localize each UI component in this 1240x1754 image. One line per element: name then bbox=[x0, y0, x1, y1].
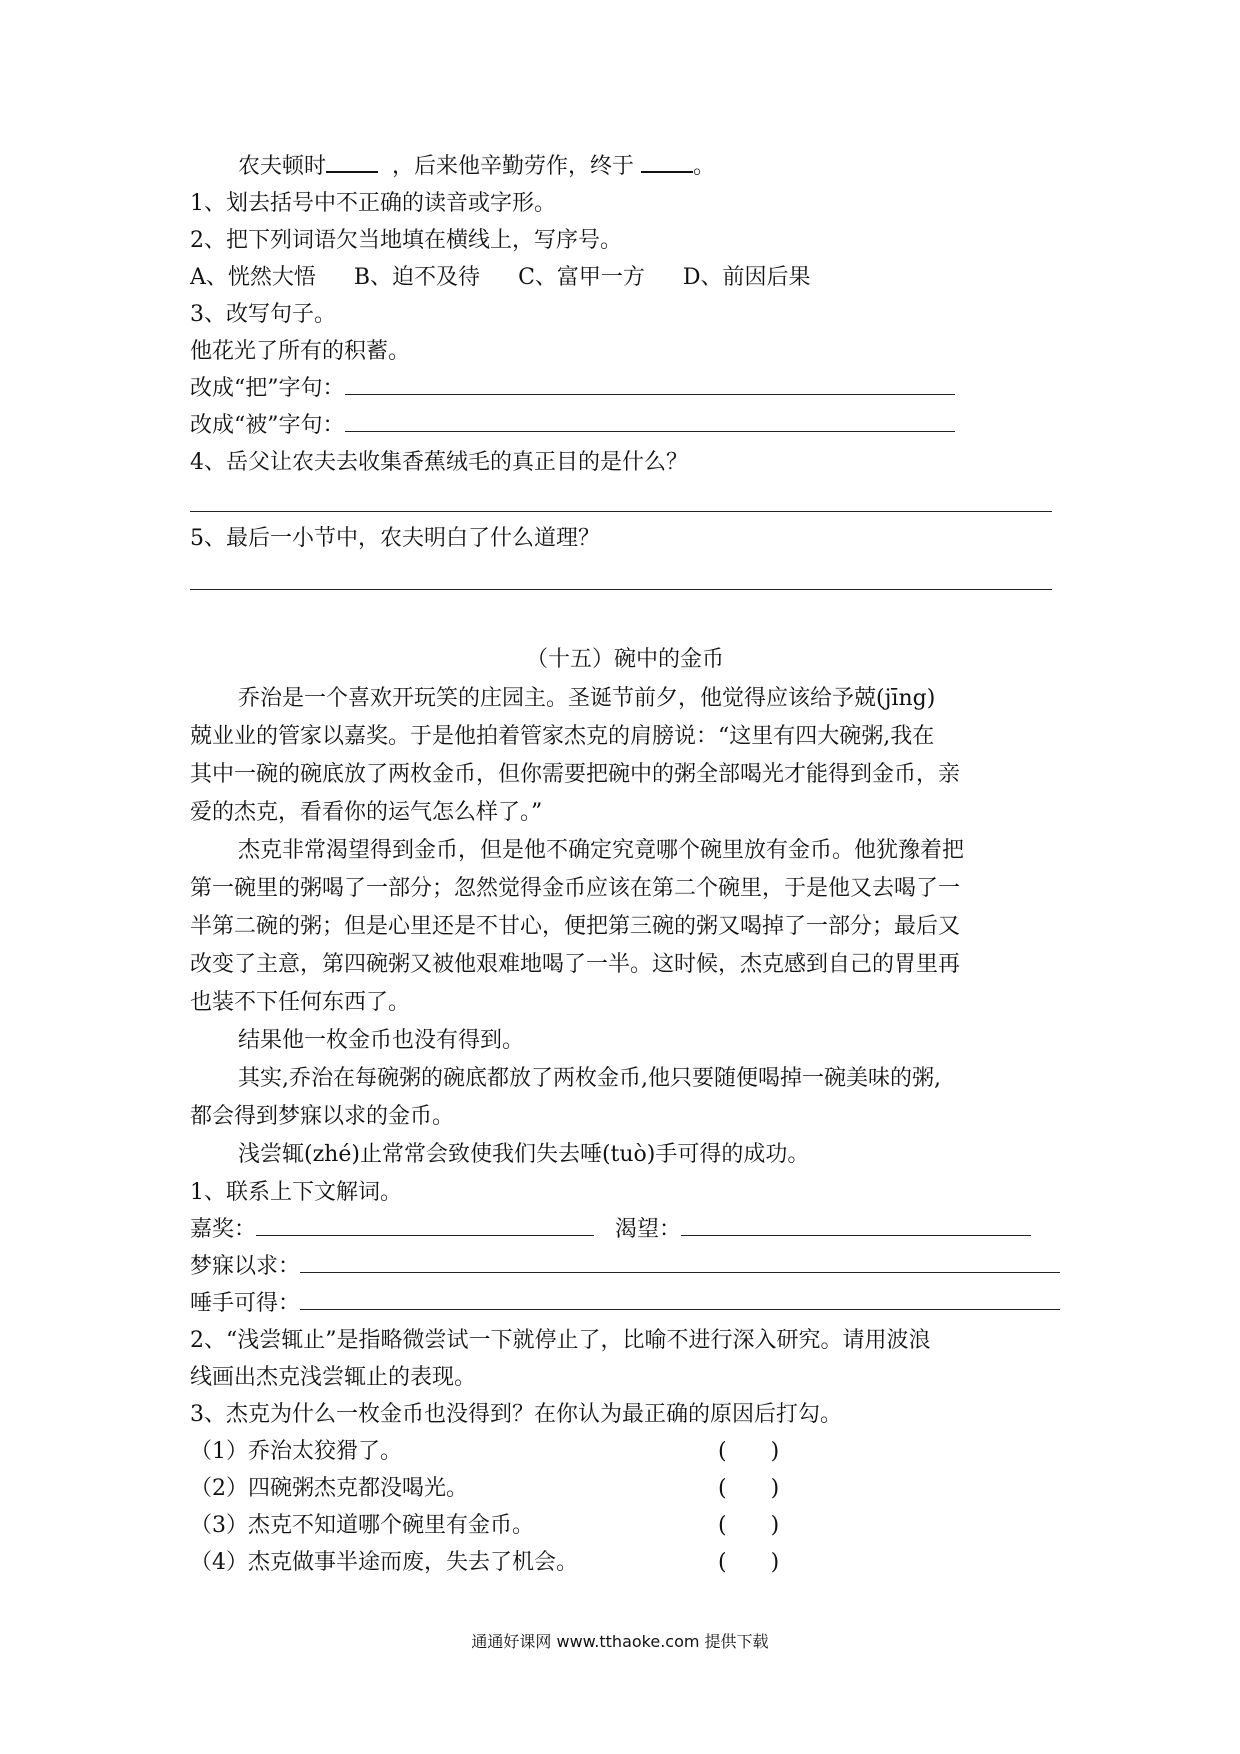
answer-line[interactable] bbox=[256, 1235, 594, 1236]
answer-line[interactable] bbox=[190, 510, 1052, 512]
choice-item: （4）杰克做事半途而废，失去了机会。 bbox=[190, 1550, 578, 1575]
word-label: 梦寐以求： bbox=[190, 1254, 301, 1279]
choice-item: （2）四碗粥杰克都没喝光。 bbox=[190, 1476, 468, 1501]
question: 5、最后一小节中，农夫明白了什么道理？ bbox=[190, 526, 600, 551]
story-line: 爱的杰克，看看你的运气怎么样了。” bbox=[190, 800, 543, 825]
story-line: 改变了主意，第四碗粥又被他艰难地喝了一半。这时候，杰克感到自己的胃里再 bbox=[190, 952, 961, 977]
story-line: 半第二碗的粥；但是心里还是不甘心，便把第三碗的粥又喝掉了一部分；最后又 bbox=[190, 914, 961, 939]
check-box[interactable]: ( ) bbox=[718, 1439, 780, 1464]
question: 3、改写句子。 bbox=[190, 302, 336, 327]
story-line: 乔治是一个喜欢开玩笑的庄园主。圣诞节前夕，他觉得应该给予兢(jīng) bbox=[238, 686, 936, 711]
define-row bbox=[190, 1285, 1060, 1322]
question: 1、联系上下文解词。 bbox=[190, 1180, 402, 1205]
define-row bbox=[190, 1211, 1060, 1248]
story-line: 其中一碗的碗底放了两枚金币，但你需要把碗中的粥全部喝光才能得到金币，亲 bbox=[190, 762, 961, 787]
rewrite-label: 改成“被”字句： bbox=[190, 413, 345, 438]
story-line: 其实,乔治在每碗粥的碗底都放了两枚金币,他只要随便喝掉一碗美味的粥, bbox=[238, 1066, 941, 1091]
word-label: 渴望： bbox=[615, 1217, 682, 1242]
story-line: 都会得到梦寐以求的金币。 bbox=[190, 1104, 455, 1129]
story-line: 也装不下任何东西了。 bbox=[190, 990, 411, 1015]
question: 线画出杰克浅尝辄止的表现。 bbox=[190, 1365, 477, 1390]
rewrite-label: 改成“把”字句： bbox=[190, 376, 345, 401]
answer-line[interactable] bbox=[345, 431, 955, 432]
sentence: 他花光了所有的积蓄。 bbox=[190, 339, 411, 364]
story-title: （十五）碗中的金币 bbox=[525, 647, 724, 672]
word-label: 嘉奖： bbox=[190, 1217, 257, 1242]
answer-line[interactable] bbox=[300, 1272, 1060, 1273]
define-row bbox=[190, 1248, 1060, 1285]
choice-item: （3）杰克不知道哪个碗里有金币。 bbox=[190, 1513, 534, 1538]
story-line: 浅尝辄(zhé)止常常会致使我们失去唾(tuò)手可得的成功。 bbox=[238, 1142, 810, 1167]
question: 2、“浅尝辄止”是指略微尝试一下就停止了，比喻不进行深入研究。请用波浪 bbox=[190, 1328, 931, 1353]
story-line: 结果他一枚金币也没有得到。 bbox=[238, 1028, 525, 1053]
story-line: 兢业业的管家以嘉奖。于是他拍着管家杰克的肩膀说：“这里有四大碗粥,我在 bbox=[190, 724, 935, 749]
tail-text: 农夫顿时 bbox=[238, 154, 327, 179]
question: 4、岳父让农夫去收集香蕉绒毛的真正目的是什么？ bbox=[190, 450, 688, 475]
prev-story-tail bbox=[238, 148, 1108, 185]
option: C、富甲一方 bbox=[518, 265, 645, 290]
answer-line[interactable] bbox=[300, 1309, 1060, 1310]
question: 2、把下列词语欠当地填在横线上，写序号。 bbox=[190, 228, 622, 253]
check-box[interactable]: ( ) bbox=[718, 1513, 780, 1538]
tail-text: ，后来他辛勤劳作，终于 bbox=[392, 154, 635, 179]
page-footer: 通通好课网 www.tthaoke.com 提供下载 bbox=[471, 1632, 769, 1651]
tail-text: 。 bbox=[693, 154, 716, 179]
question: 3、杰克为什么一枚金币也没得到？在你认为最正确的原因后打勾。 bbox=[190, 1402, 842, 1427]
answer-line[interactable] bbox=[190, 588, 1052, 590]
answer-blank[interactable] bbox=[641, 170, 693, 173]
option: A、恍然大悟 bbox=[190, 265, 316, 290]
answer-line[interactable] bbox=[345, 394, 955, 395]
choice-item: （1）乔治太狡猾了。 bbox=[190, 1439, 402, 1464]
option: B、迫不及待 bbox=[353, 265, 481, 290]
word-label: 唾手可得： bbox=[190, 1291, 301, 1316]
answer-blank[interactable] bbox=[326, 170, 378, 173]
question: 1、划去括号中不正确的读音或字形。 bbox=[190, 191, 556, 216]
option: D、前因后果 bbox=[682, 265, 811, 290]
check-box[interactable]: ( ) bbox=[718, 1476, 780, 1501]
rewrite-bei-row bbox=[190, 407, 1060, 444]
options-row bbox=[190, 259, 1060, 296]
story-line: 杰克非常渴望得到金币，但是他不确定究竟哪个碗里放有金币。他犹豫着把 bbox=[238, 838, 965, 863]
answer-line[interactable] bbox=[681, 1235, 1031, 1236]
story-line: 第一碗里的粥喝了一部分；忽然觉得金币应该在第二个碗里，于是他又去喝了一 bbox=[190, 876, 961, 901]
check-box[interactable]: ( ) bbox=[718, 1550, 780, 1575]
rewrite-ba-row bbox=[190, 370, 1060, 407]
